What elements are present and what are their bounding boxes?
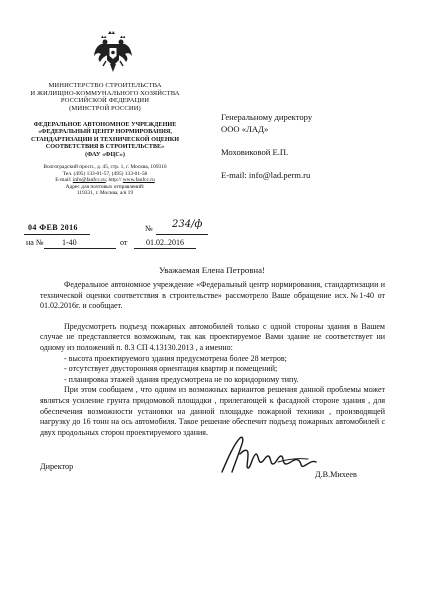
address-line: Волгоградский просп., д. 45, стр. 1, г. Москва, 109316 bbox=[43, 164, 167, 170]
reference-number: 1-40 bbox=[62, 238, 77, 247]
contact-line: E-mail: info@faufcc.ru; http:// www.faufcc.ru bbox=[55, 177, 155, 184]
body-paragraph: Предусмотреть подъезд пожарных автомобилей только с одной стороны здания в Вашем случае не представляется возможным, так как проектируемое Вами здание не соответствует ни одному из положений п. 8.3 СП 4.13130.2013 , а именно: bbox=[40, 321, 385, 352]
email-label: E-mail: bbox=[55, 177, 73, 184]
postal-label: Адрес для почтовых отправлений: bbox=[65, 183, 145, 190]
body-paragraph: При этом сообщаем , что одним из возможных вариантов решения данной проблемы может являться усиление грунта придомовой площадки , прилегающей к фасадной стороне здания , для обеспечения возможности установки на данной площадке пожарной техники , производящей нагрузку до 16 тонн на ось автомобиля. Такое решение обеспечит подъезд пожарных автомобилей с двух продольных сторон проектируемого здания. bbox=[40, 385, 385, 437]
ref-label: на № bbox=[26, 238, 44, 247]
org-email-link[interactable]: info@faufcc.ru bbox=[72, 177, 106, 184]
ministry-line: МИНИСТЕРСТВО СТРОИТЕЛЬСТВА bbox=[48, 82, 162, 89]
signatory-name: Д.В.Михеев bbox=[315, 470, 357, 479]
handwritten-signature-icon bbox=[218, 432, 328, 478]
addressee-name: Моховиковой Е.П. bbox=[221, 147, 289, 157]
ref-from-label: от bbox=[120, 238, 128, 247]
requirements-list bbox=[40, 354, 385, 386]
body-paragraph: Федеральное автономное учреждение «Федеральный центр нормирования, стандартизации и технической оценки соответствия в строительстве» рассмотрело Ваше обращение исх.№1-40 от 01.02.2016г. и сообщает. bbox=[40, 280, 385, 311]
addressee-position: Генеральному директору bbox=[221, 112, 313, 122]
salutation: Уважаемая Елена Петровна! bbox=[159, 265, 265, 275]
ministry-line: (МИНСТРОЙ РОССИИ) bbox=[69, 104, 141, 112]
addressee-block bbox=[221, 111, 411, 181]
outgoing-number: 234/ф bbox=[172, 219, 203, 230]
ministry-line: РОССИЙСКОЙ ФЕДЕРАЦИИ bbox=[60, 97, 150, 105]
org-line: СООТВЕТСТВИЯ В СТРОИТЕЛЬСТВЕ» bbox=[45, 143, 165, 151]
postal-address: 119331, г. Москва, а/я 19 bbox=[76, 190, 134, 197]
list-item: - высота проектируемого здания предусмотрена более 28 метров; bbox=[40, 354, 385, 365]
organization-address bbox=[20, 164, 190, 197]
org-line: (ФАУ «ФЦС») bbox=[85, 150, 125, 158]
ministry-name bbox=[20, 82, 190, 112]
web-label: http:// bbox=[108, 177, 123, 184]
phone-line: Тел. (495) 133-01-57, (495) 133-01-58 bbox=[62, 170, 148, 177]
registration-reference-row bbox=[20, 238, 210, 250]
ministry-line: И ЖИЛИЩНО-КОММУНАЛЬНОГО ХОЗЯЙСТВА bbox=[30, 89, 180, 97]
list-item: - отсутствует двусторонняя ориентация квартир и помещений; bbox=[40, 364, 385, 375]
signatory-position: Директор bbox=[40, 462, 74, 471]
org-website-link[interactable]: www.faufcc.ru bbox=[122, 177, 155, 184]
letter-body bbox=[40, 280, 385, 438]
addressee-email: E-mail: info@lad.perm.ru bbox=[221, 170, 311, 180]
list-item: - планировка этажей здания предусмотрена не по коридорному типу. bbox=[40, 375, 385, 386]
organization-name bbox=[20, 121, 190, 158]
coat-of-arms-icon bbox=[93, 30, 133, 74]
reference-date: 01.02..2016 bbox=[146, 238, 184, 247]
org-line: «ФЕДЕРАЛЬНЫЙ ЦЕНТР НОРМИРОВАНИЯ, bbox=[38, 128, 172, 136]
addressee-company: ООО «ЛАД» bbox=[221, 124, 269, 134]
registration-date-row: 04 ФЕВ 2016 № 234/ф bbox=[20, 224, 210, 236]
ref-number-underline bbox=[44, 238, 116, 249]
org-line: СТАНДАРТИЗАЦИИ И ТЕХНИЧЕСКОЙ ОЦЕНКИ bbox=[30, 135, 180, 143]
outgoing-date: 04 ФЕВ 2016 bbox=[28, 223, 78, 232]
org-line: ФЕДЕРАЛЬНОЕ АВТОНОМНОЕ УЧРЕЖДЕНИЕ bbox=[33, 121, 177, 128]
